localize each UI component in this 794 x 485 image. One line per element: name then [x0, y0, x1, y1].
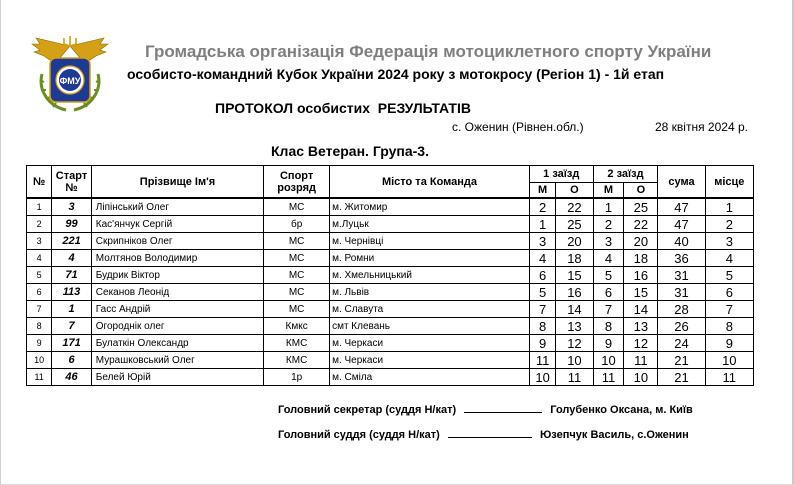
- cell-no: 8: [27, 318, 52, 335]
- cell-place: 11: [705, 369, 753, 386]
- cell-no: 3: [27, 233, 52, 250]
- cell-o2: 14: [624, 301, 658, 318]
- cell-city: м.Луцьк: [330, 216, 530, 233]
- cell-m2: 11: [593, 369, 624, 386]
- cell-no: 5: [27, 267, 52, 284]
- cell-start: 7: [52, 318, 92, 335]
- cell-o1: 16: [556, 284, 593, 301]
- cell-no: 10: [27, 352, 52, 369]
- cell-m2: 9: [593, 335, 624, 352]
- results-table: [26, 165, 754, 386]
- cell-o2: 18: [624, 250, 658, 267]
- cell-place: 6: [705, 284, 753, 301]
- signature-blank: [464, 403, 542, 413]
- table-row: [27, 233, 754, 250]
- table-row: [27, 284, 754, 301]
- secretary-signature-line: [278, 403, 693, 416]
- table-row: [27, 216, 754, 233]
- cell-city: смт Клевань: [330, 318, 530, 335]
- cell-no: 7: [27, 301, 52, 318]
- cell-city: м. Черкаси: [330, 352, 530, 369]
- cell-no: 11: [27, 369, 52, 386]
- cell-sum: 21: [658, 369, 705, 386]
- cell-name: Белей Юрій: [91, 369, 263, 386]
- cell-name: Молтянов Володимир: [91, 250, 263, 267]
- protocol-title: ПРОТОКОЛ особистих РЕЗУЛЬТАТІВ: [215, 100, 471, 116]
- cell-name: Ліпінський Олег: [91, 198, 263, 216]
- signature-blank: [448, 428, 532, 438]
- cell-name: Секанов Леонід: [91, 284, 263, 301]
- cell-city: м. Черкаси: [330, 335, 530, 352]
- cell-rank: Кмкс: [264, 318, 330, 335]
- table-row: [27, 301, 754, 318]
- federation-logo: [30, 34, 110, 114]
- event-date: 28 квітня 2024 р.: [655, 120, 748, 134]
- cell-rank: МС: [264, 301, 330, 318]
- cell-place: 1: [705, 198, 753, 216]
- cell-m2: 10: [593, 352, 624, 369]
- cell-sum: 26: [658, 318, 705, 335]
- cell-place: 7: [705, 301, 753, 318]
- cell-rank: МС: [264, 267, 330, 284]
- cell-m1: 3: [529, 233, 555, 250]
- cell-o1: 13: [556, 318, 593, 335]
- cell-sum: 47: [658, 198, 705, 216]
- cell-m1: 11: [529, 352, 555, 369]
- cell-start: 4: [52, 250, 92, 267]
- cell-city: м. Сміла: [330, 369, 530, 386]
- cell-start: 1: [52, 301, 92, 318]
- cell-o2: 22: [624, 216, 658, 233]
- cell-sum: 47: [658, 216, 705, 233]
- cell-o1: 10: [556, 352, 593, 369]
- cell-start: 6: [52, 352, 92, 369]
- col-header-no: №: [27, 166, 52, 199]
- cell-m1: 4: [529, 250, 555, 267]
- cell-rank: бр: [264, 216, 330, 233]
- cell-sum: 24: [658, 335, 705, 352]
- cell-o1: 22: [556, 198, 593, 216]
- col-header-race1: 1 заїзд: [529, 166, 593, 183]
- class-title: Клас Ветеран. Група-3.: [271, 143, 429, 159]
- cell-m1: 7: [529, 301, 555, 318]
- cell-rank: МС: [264, 233, 330, 250]
- cell-no: 9: [27, 335, 52, 352]
- cell-rank: МС: [264, 250, 330, 267]
- cell-place: 9: [705, 335, 753, 352]
- cell-o2: 16: [624, 267, 658, 284]
- table-row: [27, 267, 754, 284]
- cell-rank: 1р: [264, 369, 330, 386]
- cell-m2: 6: [593, 284, 624, 301]
- cell-m2: 5: [593, 267, 624, 284]
- cell-no: 1: [27, 198, 52, 216]
- cell-name: Гасс Андрій: [91, 301, 263, 318]
- cell-m1: 10: [529, 369, 555, 386]
- logo-text: ФМУ: [59, 76, 81, 86]
- cell-start: 113: [52, 284, 92, 301]
- cell-city: м. Житомир: [330, 198, 530, 216]
- col-header-o2: О: [624, 183, 658, 199]
- cell-start: 221: [52, 233, 92, 250]
- cell-name: Кас'янчук Сергій: [91, 216, 263, 233]
- cell-city: м. Славута: [330, 301, 530, 318]
- cell-name: Будрик Віктор: [91, 267, 263, 284]
- cell-place: 4: [705, 250, 753, 267]
- cell-name: Скрипніков Олег: [91, 233, 263, 250]
- cell-o2: 13: [624, 318, 658, 335]
- header-row: [27, 166, 754, 183]
- col-header-sum: сума: [658, 166, 705, 199]
- cell-m2: 8: [593, 318, 624, 335]
- cell-o1: 25: [556, 216, 593, 233]
- cell-place: 2: [705, 216, 753, 233]
- col-header-name: Прізвище Ім'я: [91, 166, 263, 199]
- table-row: [27, 318, 754, 335]
- cup-title: особисто-командний Кубок України 2024 року з мотокросу (Регіон 1) - 1й етап: [127, 66, 665, 82]
- table-row: [27, 335, 754, 352]
- col-header-place: місце: [705, 166, 753, 199]
- cell-o2: 15: [624, 284, 658, 301]
- cell-place: 3: [705, 233, 753, 250]
- cell-place: 10: [705, 352, 753, 369]
- cell-m1: 6: [529, 267, 555, 284]
- col-header-start: Старт №: [52, 166, 92, 199]
- judge-name: Юзепчук Василь, с.Оженин: [539, 429, 689, 441]
- cell-m2: 7: [593, 301, 624, 318]
- cell-place: 5: [705, 267, 753, 284]
- cell-start: 46: [52, 369, 92, 386]
- cell-sum: 21: [658, 352, 705, 369]
- cell-o2: 20: [624, 233, 658, 250]
- cell-sum: 40: [658, 233, 705, 250]
- cell-m2: 4: [593, 250, 624, 267]
- cell-sum: 31: [658, 267, 705, 284]
- cell-o1: 18: [556, 250, 593, 267]
- cell-sum: 36: [658, 250, 705, 267]
- cell-o2: 25: [624, 198, 658, 216]
- cell-city: м. Львів: [330, 284, 530, 301]
- cell-sum: 31: [658, 284, 705, 301]
- col-header-rank: Спорт розряд: [264, 166, 330, 199]
- cell-o2: 12: [624, 335, 658, 352]
- judge-label: Головний суддя (суддя Н/кат): [278, 429, 440, 441]
- cell-o1: 20: [556, 233, 593, 250]
- cell-m2: 2: [593, 216, 624, 233]
- cell-city: м. Ромни: [330, 250, 530, 267]
- col-header-city: Місто та Команда: [330, 166, 530, 199]
- cell-o1: 15: [556, 267, 593, 284]
- cell-m1: 5: [529, 284, 555, 301]
- cell-no: 6: [27, 284, 52, 301]
- cell-name: Огороднік олег: [91, 318, 263, 335]
- cell-city: м. Чернівці: [330, 233, 530, 250]
- cell-no: 2: [27, 216, 52, 233]
- cell-o1: 11: [556, 369, 593, 386]
- cell-name: Булаткін Олександр: [91, 335, 263, 352]
- event-place: с. Оженин (Рівнен.обл.): [452, 120, 584, 134]
- cell-rank: КМС: [264, 352, 330, 369]
- judge-signature-line: [278, 428, 689, 441]
- cell-o2: 11: [624, 352, 658, 369]
- trident-icon: [64, 36, 76, 46]
- col-header-o1: О: [556, 183, 593, 199]
- secretary-name: Голубенко Оксана, м. Київ: [550, 404, 693, 416]
- cell-place: 8: [705, 318, 753, 335]
- cell-m1: 1: [529, 216, 555, 233]
- cell-o2: 10: [624, 369, 658, 386]
- cell-m2: 1: [593, 198, 624, 216]
- cell-start: 171: [52, 335, 92, 352]
- cell-sum: 28: [658, 301, 705, 318]
- cell-o1: 12: [556, 335, 593, 352]
- cell-rank: КМС: [264, 335, 330, 352]
- col-header-race2: 2 заїзд: [593, 166, 658, 183]
- cell-m2: 3: [593, 233, 624, 250]
- table-row: [27, 250, 754, 267]
- organization-title: Громадська організація Федерація мотоциклетного спорту України: [145, 42, 712, 61]
- secretary-label: Головний секретар (суддя Н/кат): [278, 404, 457, 416]
- cell-name: Мурашковський Олег: [91, 352, 263, 369]
- cell-no: 4: [27, 250, 52, 267]
- table-row: [27, 369, 754, 386]
- cell-start: 99: [52, 216, 92, 233]
- table-row: [27, 352, 754, 369]
- cell-rank: МС: [264, 198, 330, 216]
- cell-m1: 2: [529, 198, 555, 216]
- col-header-m1: М: [529, 183, 555, 199]
- cell-m1: 8: [529, 318, 555, 335]
- cell-o1: 14: [556, 301, 593, 318]
- cell-start: 71: [52, 267, 92, 284]
- cell-start: 3: [52, 198, 92, 216]
- table-row: [27, 198, 754, 216]
- page-left-edge: [0, 0, 1, 485]
- col-header-m2: М: [593, 183, 624, 199]
- cell-city: м. Хмельницький: [330, 267, 530, 284]
- cell-rank: МС: [264, 284, 330, 301]
- cell-m1: 9: [529, 335, 555, 352]
